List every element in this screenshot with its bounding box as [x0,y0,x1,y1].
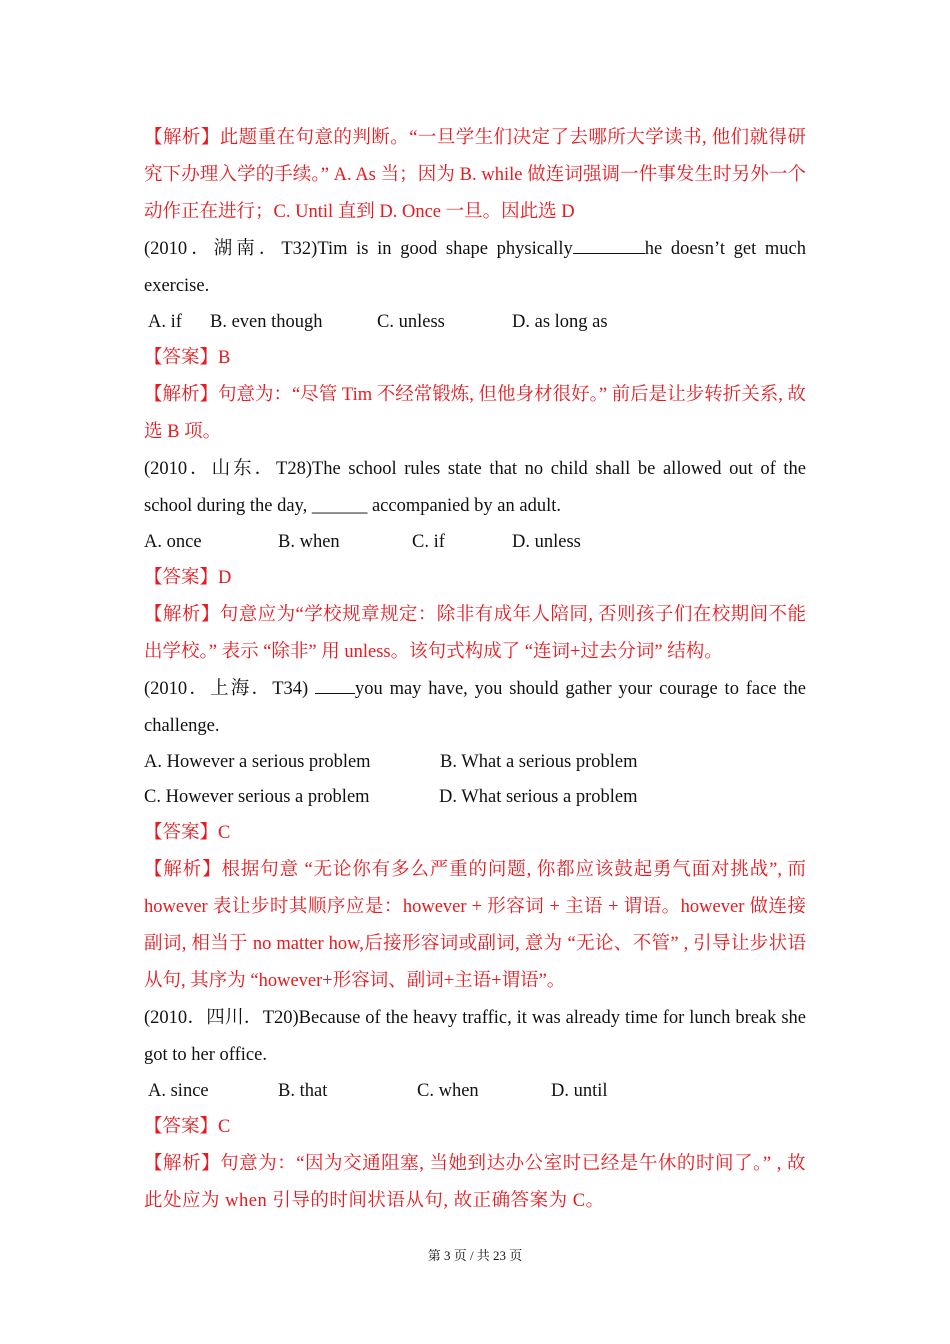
answer-label: 【答案】B [144,348,231,368]
question-2010-sichuan: (2010．四川．T20)Because of the heavy traffic, it was already time for lunch break she got to her office. [144,1008,806,1065]
option-a: A. since [148,1081,209,1101]
explanation-block: 【解析】句意为：“尽管 Tim 不经常锻炼, 但他身材很好。” 前后是让步转折关系, 故选 B 项。 [144,385,806,442]
question-text: (2010．上海．T34) [144,679,315,699]
option-d: D. unless [512,532,581,552]
option-d: D. What serious a problem [439,787,638,807]
option-c: C. if [412,532,445,552]
option-c: C. when [417,1081,479,1101]
option-a: A. However a serious problem [144,752,371,772]
option-a: A. once [144,532,202,552]
question-text: (2010．湖南．T32)Tim is in good shape physically [144,239,573,259]
question-2010-shandong: (2010．山东．T28)The school rules state that no child shall be allowed out of the school during the day, ______ accompanied by an adult. [144,459,806,516]
answer-blank [573,253,645,254]
option-b: B. that [278,1081,328,1101]
option-d: D. until [551,1081,608,1101]
answer-label: 【答案】C [144,1117,231,1137]
option-c: C. However serious a problem [144,787,370,807]
question-2010-shanghai [144,671,806,745]
options-row [144,780,806,815]
explanation-block: 【解析】句意为：“因为交通阻塞, 当她到达办公室时已经是午休的时间了。” , 故此处应为 when 引导的时间状语从句, 故正确答案为 C。 [144,1154,806,1211]
option-b: B. even though [210,312,323,332]
option-a: A. if [148,312,182,332]
explanation-block: 【解析】根据句意 “无论你有多么严重的问题, 你都应该鼓起勇气面对挑战”, 而 however 表让步时其顺序应是：however + 形容词 + 主语 + 谓语。however 做连接副词, 相当于 no matter how,后接形容词或副词, 意为 “无论、不管” , 引导让步状语从句, 其序为 “however+形容词、副词+主语+谓语”。 [144,860,806,991]
options-row [144,745,806,780]
option-d: D. as long as [512,312,608,332]
options-row [144,525,806,560]
answer-label: 【答案】C [144,823,231,843]
option-c: C. unless [377,312,445,332]
question-2010-hunan [144,231,806,305]
options-row [144,305,806,340]
page-content [144,120,806,1220]
option-b: B. What a serious problem [440,752,638,772]
question-text: he doesn’t get much exercise. [144,239,806,296]
answer-label: 【答案】D [144,568,232,588]
question-text: you may have, you should gather your courage to face the challenge. [144,679,806,736]
answer-blank [315,693,355,694]
explanation-block: 【解析】此题重在句意的判断。“一旦学生们决定了去哪所大学读书, 他们就得研究下办理入学的手续。” A. As 当；因为 B. while 做连词强调一件事发生时另外一个动作正在进行；C. Until 直到 D. Once 一旦。因此选 D [144,128,806,222]
explanation-block: 【解析】句意应为“学校规章规定：除非有成年人陪同, 否则孩子们在校期间不能出学校。” 表示 “除非” 用 unless。该句式构成了 “连词+过去分词” 结构。 [144,605,806,662]
option-b: B. when [278,532,340,552]
page-number-footer: 第 3 页 / 共 23 页 [427,1248,523,1263]
options-row [144,1074,806,1109]
